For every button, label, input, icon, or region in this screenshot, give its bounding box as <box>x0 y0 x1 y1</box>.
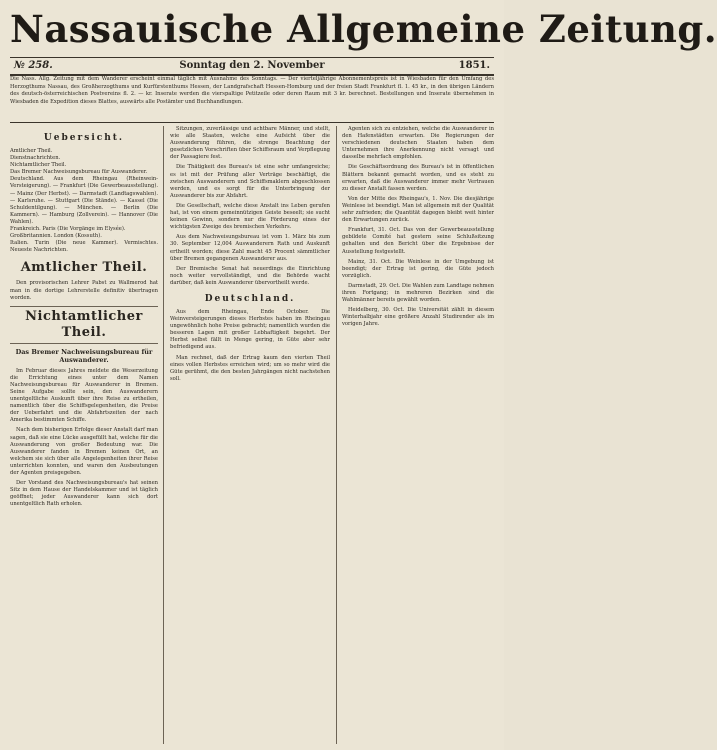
dateline <box>10 57 494 76</box>
issue-date: Sonntag den 2. November <box>179 60 325 71</box>
column-divider <box>163 126 164 744</box>
germany-section-heading: Deutschland. <box>204 293 296 304</box>
column-3 <box>342 126 494 744</box>
news-paragraph: Aus dem Rheingau, Ende October. Die Weinversteigerungen dieses Herbstes haben im Rheingau ungewöhnlich hohe Preise gebracht; namentlich wurden die besseren Lagen mit großer Lebhaftigkeit begehrt. Der Herbst selbst fällt in Menge gering, in Güte aber sehr befriedigend aus. <box>170 308 330 351</box>
news-item: Darmstadt, 29. Oct. Die Wahlen zum Landtage nehmen ihren Fortgang; in mehreren Bezirken sind die Wahlmänner bereits gewählt worden. <box>342 282 494 304</box>
overview-heading: Uebersicht. <box>43 133 125 143</box>
article-paragraph: Die Thätigkeit des Bureau's ist eine sehr umfangreiche; es ist mit der Prüfung aller Verträge beschäftigt, die zwischen Auswanderern und Schiffsmaklern abgeschlossen werden, und es sorgt für die Unterbringung der Auswanderer bis zur Abfahrt. <box>170 164 330 199</box>
masthead-title: Nassauische Allgemeine Zeitung. <box>10 7 717 51</box>
overview-item: Nichtamtlicher Theil. <box>10 162 67 169</box>
official-section-heading: Amtlicher Theil. <box>20 260 148 276</box>
article-paragraph: Der Vorstand des Nachweisungsbureau's hat seinen Sitz in dem Hause der Handelskammer und ist täglich geöffnet; jeder Auswanderer kann sich dort unentgeltlich Rath erholen. <box>10 480 158 508</box>
article-paragraph: Nach dem bisherigen Erfolge dieser Anstalt darf man sagen, daß sie eine Lücke ausgefüllt hat, welche für die Auswanderung von großer Bedeutung war. Die Auswanderer fanden in Bremen keinen Ort, an welchem sie sich über alle Angelegenheiten ihrer Reise unterrichten konnten, und waren den Ausbeutungen der Agenten preisgegeben. <box>10 427 158 476</box>
article-paragraph: Im Februar dieses Jahres meldete die Weserzeitung die Errichtung eines unter dem Namen Nachweisungsbureau für Auswanderer in Bremen. Seine Aufgabe sollte sein, den Auswanderern unentgeltliche Auskunft über ihre Reise zu ertheilen, namentlich über die Schiffsgelegenheiten, die Preise der Ueberfahrt und die Abfahrtszeiten der nach Amerika bestimmten Schiffe. <box>10 367 158 424</box>
article-paragraph: Aus dem Nachweisungsbureau ist vom 1. März bis zum 30. September 12,004 Auswanderern Rath und Auskunft ertheilt worden; diese Zahl macht 45 Procent sämmtlicher über Bremen gegangenen Auswanderer aus. <box>170 234 330 262</box>
subscription-notice: Die Nass. Allg. Zeitung mit dem Wanderer erscheint einmal täglich mit Ausnahme des Sonntags. — Der vierteljährige Abonnementspreis ist in Wiesbaden für den Umfang des Herzogthums Nassau, des Großherzogthums und Kurfürstenthums Hessen, der Landgrafschaft Hessen-Homburg und der freien Stadt Frankfurt fl. 1. 45 kr., in den übrigen Ländern des deutsch-österreichischen Postvereins fl. 2. — kr. Inserate werden die vierspaltige Petitzeile oder deren Raum mit 3 kr. berechnet. Bestellungen und Inserate übernehmen in Wiesbaden die Expedition dieses Blattes, auswärts alle Postämter und Buchhandlungen. <box>10 76 494 123</box>
news-item: Mainz, 31. Oct. Die Weinlese in der Umgebung ist beendigt; der Ertrag ist gering, die Güte jedoch vorzüglich. <box>342 258 494 279</box>
overview-item: Deutschland. Aus dem Rheingau (Rheinwein-Versteigerung). — Frankfurt (Die Gewerbeausstellung). — Mainz (Der Herbst). — Darmstadt (Landtagswahlen). — Karlsruhe. — Stuttgart (Die Stände). — Kassel (Die Schuldentilgung). — München. — Berlin (Die Kammern). — Hamburg (Zollverein). — Hannover (Die Wahlen). <box>10 176 158 225</box>
article-title: Das Bremer Nachweisungsbureau für Auswanderer. <box>15 347 153 364</box>
overview-item: Dienstnachrichten. <box>10 155 61 162</box>
column-1 <box>10 126 158 744</box>
article-paragraph: Sitzungen, zuverlässige und achtbare Männer, und stellt, wie alle Staaten, welche eine Aufsicht über die Auswanderung führen, die strenge Beachtung der gesetzlichen Vorschriften über Schiffsraum und Verpflegung der Passagiere fest. <box>170 126 330 161</box>
official-notice: Den provisorischen Lehrer Pabst zu Wallmerod hat man in die dortige Lehrerstelle definitiv übertragen worden. <box>10 280 158 301</box>
overview-item: Das Bremer Nachweisungsbureau für Auswanderer. <box>10 169 148 176</box>
issue-number: № 258. <box>14 60 53 71</box>
article-paragraph: Der Bremische Senat hat neuerdings die Einrichtung noch weiter vervollständigt, und die Behörde wacht darüber, daß kein Auswanderer übervortheilt werde. <box>170 265 330 286</box>
news-paragraph: Man rechnet, daß der Ertrag kaum den vierten Theil eines vollen Herbstes erreichen wird; um so mehr wird die Güte gerühmt, die den besten Jahrgängen nicht nachstehen soll. <box>170 354 330 382</box>
news-item: Heidelberg, 30. Oct. Die Universität zählt in diesem Winterhalbjahr eine größere Anzahl Studirender als im vorigen Jahre. <box>342 307 494 328</box>
article-paragraph: Agenten sich zu entziehen, welche die Auswanderer in den Hafenstädten erwarten. Die Regierungen der verschiedenen deutschen Staaten haben dem Unternehmen ihre Anerkennung nicht versagt und dasselbe mehrfach empfohlen. <box>342 126 494 161</box>
article-paragraph: Die Geschäftsordnung des Bureau's ist in öffentlichen Blättern bekannt gemacht worden, und es steht zu erwarten, daß die Auswanderer immer mehr Vertrauen zu dieser Anstalt fassen werden. <box>342 164 494 192</box>
article-paragraph: Die Gesellschaft, welche diese Anstalt ins Leben gerufen hat, ist von einem gemeinnützigen Geiste beseelt; sie sucht keinen Gewinn, sondern nur die Förderung eines der wichtigsten Zweige des bremischen Verkehrs. <box>170 202 330 231</box>
overview-item: Großbritannien. London (Kossuth). <box>10 233 102 240</box>
news-item: Frankfurt, 31. Oct. Das von der Gewerbeausstellung gebildete Comité hat gestern seine Schlußsitzung gehalten und den Bericht über die Ergebnisse der Ausstellung festgestellt. <box>342 227 494 255</box>
news-item: Von der Mitte des Rheingau's, 1. Nov. Die diesjährige Weinlese ist beendigt. Man ist allgemein mit der Qualität sehr zufrieden; die Quantität dagegen bleibt weit hinter den Erwartungen zurück. <box>342 195 494 224</box>
overview-item: Italien. Turin (Die neue Kammer). Vermischtes. Neueste Nachrichten. <box>10 240 158 254</box>
overview-item: Amtlicher Theil. <box>10 148 53 154</box>
column-2 <box>170 126 330 744</box>
column-divider <box>336 126 337 744</box>
overview-item: Frankreich. Paris (Die Vorgänge im Elysée). <box>10 226 126 233</box>
nonofficial-section-heading: Nichtamtlicher Theil. <box>10 306 158 344</box>
issue-year: 1851. <box>458 60 490 71</box>
